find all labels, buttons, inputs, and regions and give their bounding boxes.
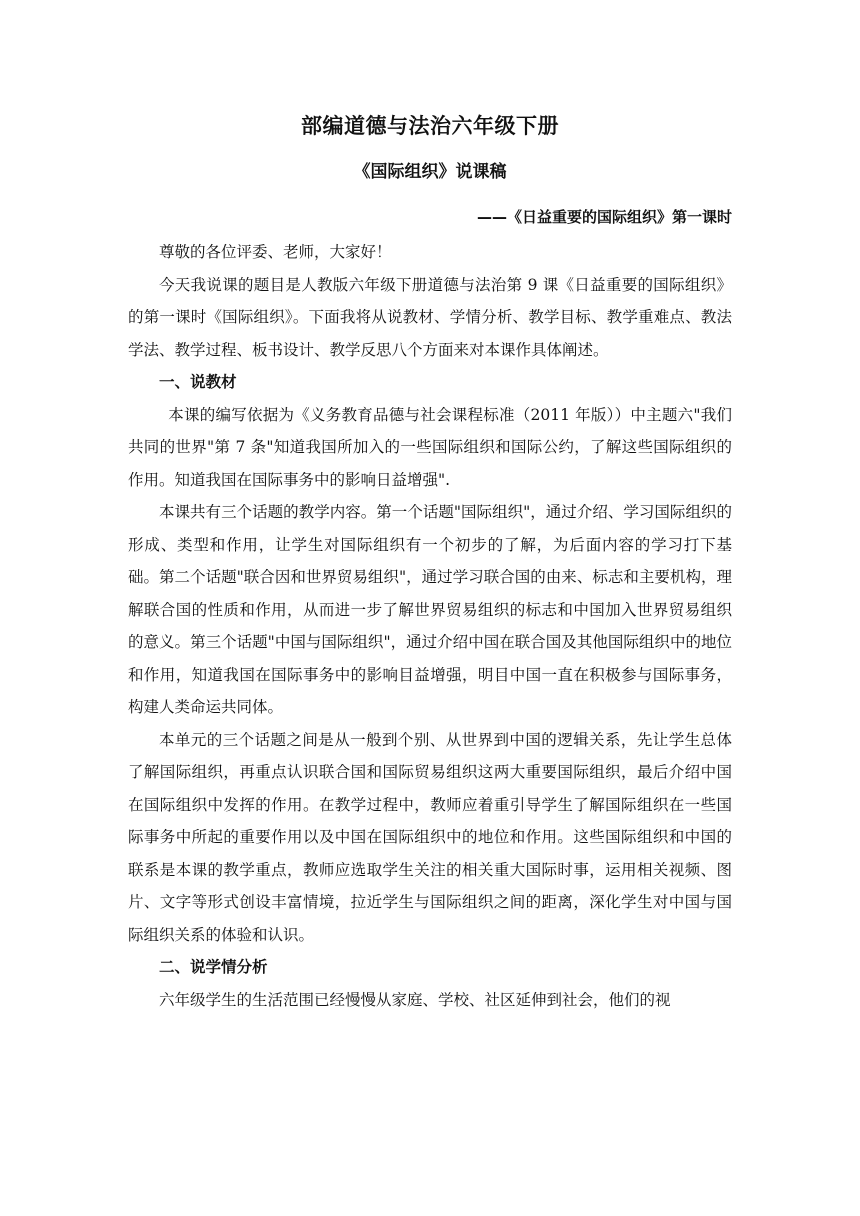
document-content bbox=[128, 108, 732, 1016]
student-analysis-paragraph-1: 六年级学生的生活范围已经慢慢从家庭、学校、社区延伸到社会，他们的视 bbox=[159, 990, 671, 1009]
document-body bbox=[128, 236, 732, 1016]
document-title: 部编道德与法治六年级下册 bbox=[301, 114, 559, 138]
document-subtitle: 《国际组织》说课稿 bbox=[353, 162, 507, 182]
textbook-paragraph-3: 本单元的三个话题之间是从一般到个别、从世界到中国的逻辑关系，先让学生总体了解国际组织，再重点认识联合国和国际贸易组织这两大重要国际组织，最后介绍中国在国际组织中发挥的作用。在教学过程中，教师应着重引导学生了解国际组织在一些国际事务中所起的重要作用以及中国在国际组织中的地位和作用。这些国际组织和中国的联系是本课的教学重点，教师应选取学生关注的相关重大国际时事，运用相关视频、图片、文字等形式创设丰富情境，拉近学生与国际组织之间的距离，深化学生对中国与国际组织关系的体验和认识。 bbox=[128, 730, 732, 944]
section-heading-textbook: 一、说教材 bbox=[159, 373, 237, 391]
section-heading-student-analysis: 二、说学情分析 bbox=[159, 958, 268, 976]
textbook-paragraph-1: 本课的编写依据为《义务教育品德与社会课程标准（2011 年版））中主题六"我们共同的世界"第 7 条"知道我国所加入的一些国际组织和国际公约，了解这些国际组织的作用。知道我国在国际事务中的影响日益增强". bbox=[128, 405, 732, 489]
textbook-paragraph-2: 本课共有三个话题的教学内容。第一个话题"国际组织"，通过介绍、学习国际组织的形成、类型和作用，让学生对国际组织有一个初步的了解，为后面内容的学习打下基础。第二个话题"联合因和世界贸易组织"，通过学习联合国的由来、标志和主要机构，理解联合国的性质和作用，从而进一步了解世界贸易组织的标志和中国加入世界贸易组织的意义。第三个话题"中国与国际组织"，通过介绍中国在联合国及其他国际组织中的地位和作用，知道我国在国际事务中的影响目益增强，明目中国一直在积极参与国际事务，构建人类命运共同体。 bbox=[128, 503, 732, 716]
greeting-paragraph: 尊敬的各位评委、老师，大家好！ bbox=[159, 243, 392, 261]
intro-paragraph: 今天我说课的题目是人教版六年级下册道德与法治第 9 课《日益重要的国际组织》的第一课时《国际组织》。下面我将从说教材、学情分析、教学目标、教学重难点、教法学法、教学过程、板书设计、教学反思八个方面来对本课作具体阐述。 bbox=[128, 275, 732, 359]
lesson-subtitle: ——《日益重要的国际组织》第一课时 bbox=[476, 208, 732, 226]
